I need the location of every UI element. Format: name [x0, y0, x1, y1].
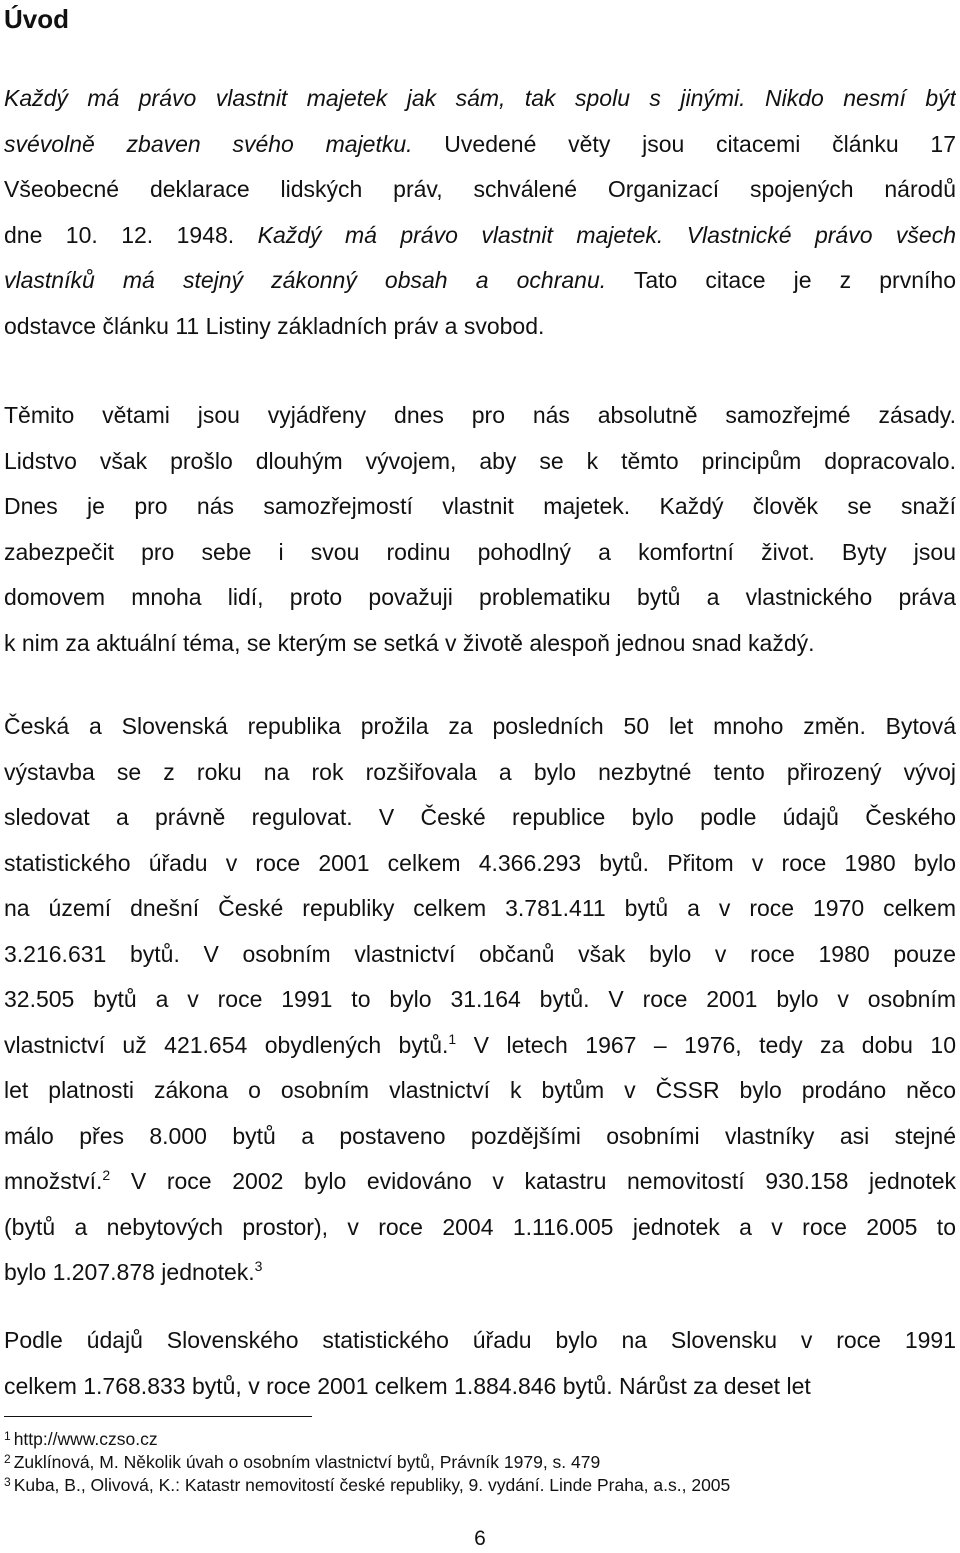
- text-line: [4, 932, 956, 978]
- text-line: [4, 258, 956, 304]
- paragraph-2: [4, 393, 956, 666]
- text-line: [4, 886, 956, 932]
- italic-quote: vlastníků má stejný zákonný obsah a ochranu.: [4, 267, 607, 293]
- text-run: domovem mnoha lidí, proto považuji problematiku bytů a vlastnického práva: [4, 584, 956, 610]
- text-run: Těmito větami jsou vyjádřeny dnes pro nás absolutně samozřejmé zásady.: [4, 402, 956, 428]
- text-run: Všeobecné deklarace lidských práv, schválené Organizací spojených národů: [4, 176, 956, 202]
- text-line: [4, 213, 956, 259]
- text-run: statistického úřadu v roce 2001 celkem 4.366.293 bytů. Přitom v roce 1980 bylo: [4, 849, 956, 876]
- italic-quote: Každý má právo vlastnit majetek. Vlastnické právo všech: [257, 221, 956, 248]
- text-run: 32.505 bytů a v roce 1991 to bylo 31.164 bytů. V roce 2001 bylo v osobním: [4, 986, 956, 1012]
- footnote-text: Kuba, B., Olivová, K.: Katastr nemovitostí české republiky, 9. vydání. Linde Praha, a.s., 2005: [13, 1475, 731, 1495]
- text-run: Uvedené věty jsou citacemi článku 17: [412, 130, 956, 157]
- text-run: let platnosti zákona o osobním vlastnictví k bytům v ČSSR bylo prodáno něco: [4, 1077, 956, 1103]
- text-run: celkem 1.768.833 bytů, v roce 2001 celkem 1.884.846 bytů. Nárůst za deset let: [4, 1372, 811, 1399]
- text-line: [4, 1318, 956, 1364]
- footnote-number: 3: [4, 1475, 11, 1489]
- text-run: V letech 1967 – 1976, tedy za dobu 10: [456, 1031, 956, 1058]
- text-run: málo přes 8.000 bytů a postaveno pozdějšími osobními vlastníky asi stejné: [4, 1122, 956, 1149]
- text-run: Lidstvo však prošlo dlouhým vývojem, aby se k těmto principům dopracovalo.: [4, 447, 956, 474]
- text-run: (bytů a nebytových prostor), v roce 2004 1.116.005 jednotek a v roce 2005 to: [4, 1213, 956, 1240]
- footnote-text: Zuklínová, M. Několik úvah o osobním vlastnictví bytů, Právník 1979, s. 479: [13, 1452, 601, 1472]
- text-run: V roce 2002 bylo evidováno v katastru nemovitostí 930.158 jednotek: [110, 1168, 956, 1194]
- page-number: 6: [474, 1527, 486, 1550]
- footnote-1: [4, 1428, 730, 1451]
- footnotes: [4, 1428, 730, 1497]
- text-line: [4, 122, 956, 168]
- text-run: sledovat a právně regulovat. V České republice bylo podle údajů Českého: [4, 804, 956, 830]
- text-line: [4, 484, 956, 530]
- page-title: Úvod: [4, 4, 69, 34]
- text-line: [4, 1159, 956, 1205]
- text-line: [4, 795, 956, 841]
- text-run: zabezpečit pro sebe i svou rodinu pohodlný a komfortní život. Byty jsou: [4, 538, 956, 565]
- text-run: výstavba se z roku na rok rozšiřovala a bylo nezbytné tento přirozený vývoj: [4, 758, 956, 785]
- text-line: [4, 1023, 956, 1069]
- footnote-2: [4, 1451, 730, 1474]
- footnote-reference: 2: [102, 1167, 111, 1183]
- text-run: odstavce článku 11 Listiny základních práv a svobod.: [4, 312, 545, 339]
- footnote-number: 1: [4, 1429, 11, 1443]
- text-line: [4, 575, 956, 621]
- text-line: [4, 977, 956, 1023]
- paragraph-3: [4, 704, 956, 1296]
- text-line: [4, 704, 956, 750]
- footnote-3: [4, 1474, 730, 1497]
- text-run: Podle údajů Slovenského statistického úřadu bylo na Slovensku v roce 1991: [4, 1327, 956, 1353]
- text-run: dne 10. 12. 1948.: [4, 221, 258, 248]
- text-line: [4, 841, 956, 887]
- footnote-text: http://www.czso.cz: [13, 1429, 158, 1449]
- text-run: Tato citace je z prvního: [606, 267, 956, 293]
- text-line: [4, 167, 956, 213]
- text-line: [4, 76, 956, 122]
- text-run: 3.216.631 bytů. V osobním vlastnictví občanů však bylo v roce 1980 pouze: [4, 940, 956, 967]
- text-line: [4, 393, 956, 439]
- text-run: Dnes je pro nás samozřejmostí vlastnit majetek. Každý člověk se snaží: [4, 493, 956, 519]
- text-line: [4, 750, 956, 796]
- text-run: bylo 1.207.878 jednotek.: [4, 1259, 255, 1285]
- text-line: [4, 621, 956, 667]
- text-run: na území dnešní České republiky celkem 3.781.411 bytů a v roce 1970 celkem: [4, 895, 956, 921]
- italic-quote: Každý má právo vlastnit majetek jak sám, tak spolu s jinými. Nikdo nesmí být: [4, 85, 956, 111]
- footnote-divider: [4, 1416, 312, 1417]
- text-run: vlastnictví už 421.654 obydlených bytů.: [4, 1031, 449, 1058]
- text-line: [4, 1114, 956, 1160]
- text-line: [4, 1250, 956, 1296]
- italic-quote: svévolně zbaven svého majetku.: [4, 130, 413, 157]
- text-run: Česká a Slovenská republika prožila za posledních 50 let mnoho změn. Bytová: [4, 713, 956, 739]
- paragraph-1: [4, 76, 956, 349]
- text-line: [4, 1364, 956, 1410]
- text-run: množství.: [4, 1168, 103, 1194]
- footnote-reference: 3: [254, 1258, 263, 1274]
- text-line: [4, 439, 956, 485]
- paragraph-4: [4, 1318, 956, 1409]
- text-line: [4, 304, 956, 350]
- text-line: [4, 530, 956, 576]
- text-run: k nim za aktuální téma, se kterým se setká v životě alespoň jednou snad každý.: [4, 629, 815, 656]
- text-line: [4, 1205, 956, 1251]
- text-line: [4, 1068, 956, 1114]
- footnote-reference: 1: [448, 1030, 457, 1047]
- footnote-number: 2: [4, 1452, 11, 1466]
